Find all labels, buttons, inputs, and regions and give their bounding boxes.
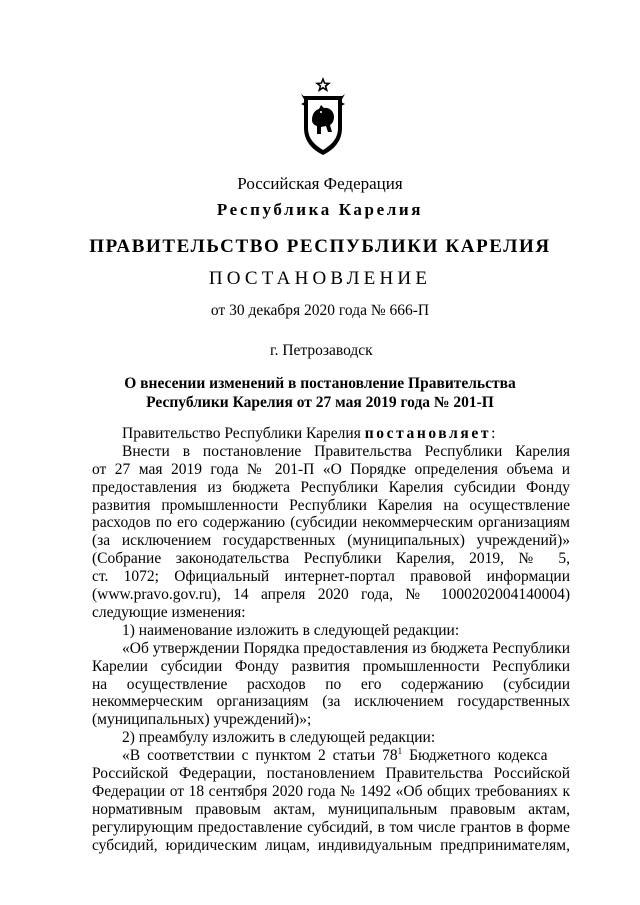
body-line: Российской Федерации, постановлением Правительства Российской — [92, 765, 570, 783]
subject-line: Республики Карелия от 27 мая 2019 года № 201-П — [146, 394, 494, 411]
body-line: некоммерческим организациям (за исключением государственных — [92, 693, 570, 711]
body-line: (за исключением государственных (муниципальных) учреждений)» — [92, 532, 570, 550]
body-line: предоставления из бюджета Республики Карелия субсидии Фонду — [92, 478, 570, 496]
superscript: 1 — [397, 745, 403, 756]
body-line: Внести в постановление Правительства Республики Карелия — [122, 442, 570, 460]
body-line: от 27 мая 2019 года № 201-П «О Порядке определения объема и — [92, 460, 570, 478]
subject-line: О внесении изменений в постановление Правительства — [124, 375, 516, 392]
government-title: ПРАВИТЕЛЬСТВО РЕСПУБЛИКИ КАРЕЛИЯ — [89, 236, 551, 257]
body-text: : — [491, 425, 496, 442]
body-line: субсидий, юридическим лицам, индивидуальным предпринимателям, — [92, 836, 570, 854]
body-line: «Об утверждении Порядка предоставления из бюджета Республики — [122, 639, 570, 657]
document-body — [92, 425, 570, 854]
document-subject — [0, 374, 640, 412]
body-line: на осуществление расходов по его содержанию (субсидии — [92, 675, 570, 693]
body-line: Федерации от 18 сентября 2020 года № 1492 «Об общих требованиях к — [92, 782, 570, 800]
body-line: нормативным правовым актам, муниципальным правовым актам, — [92, 800, 570, 818]
body-line: 2) преамбулу изложить в следующей редакции: — [122, 729, 436, 747]
spaced-verb: постановляет — [364, 425, 492, 442]
body-line — [92, 747, 570, 765]
republic-name: Республика Карелия — [216, 200, 424, 219]
body-text: Бюджетного кодекса — [402, 747, 548, 765]
document-type: ПОСТАНОВЛЕНИЕ — [208, 268, 432, 289]
body-line: следующие изменения: — [92, 603, 246, 621]
body-line: (муниципальных) учреждений)»; — [92, 711, 312, 729]
date-and-number: от 30 декабря 2020 года № 666-П — [210, 302, 430, 319]
body-line: 1) наименование изложить в следующей редакции: — [122, 621, 460, 639]
body-line: Карелии субсидии Фонду развития промышленности Республики — [92, 657, 570, 675]
body-line: регулирующим предоставление субсидий, в том числе грантов в форме — [92, 818, 570, 836]
body-line: ст. 1072; Официальный интернет-портал правовой информации — [92, 568, 570, 586]
country-name: Российская Федерация — [237, 174, 403, 193]
karelia-coat-of-arms-icon — [297, 76, 349, 158]
city: г. Петрозаводск — [270, 342, 373, 359]
body-line: (www.pravo.gov.ru), 14 апреля 2020 года, № 1000202004140004) — [92, 586, 570, 604]
body-text: «В соответствии с пунктом 2 статьи 78 — [122, 747, 398, 765]
body-text: Правительство Республики Карелия — [122, 425, 365, 442]
body-line: (Собрание законодательства Республики Карелия, 2019, № 5, — [92, 550, 570, 568]
body-line — [92, 425, 570, 443]
body-line: развития промышленности Республики Карелия на осуществление — [92, 496, 570, 514]
body-line: расходов по его содержанию (субсидии некоммерческим организациям — [92, 514, 570, 532]
